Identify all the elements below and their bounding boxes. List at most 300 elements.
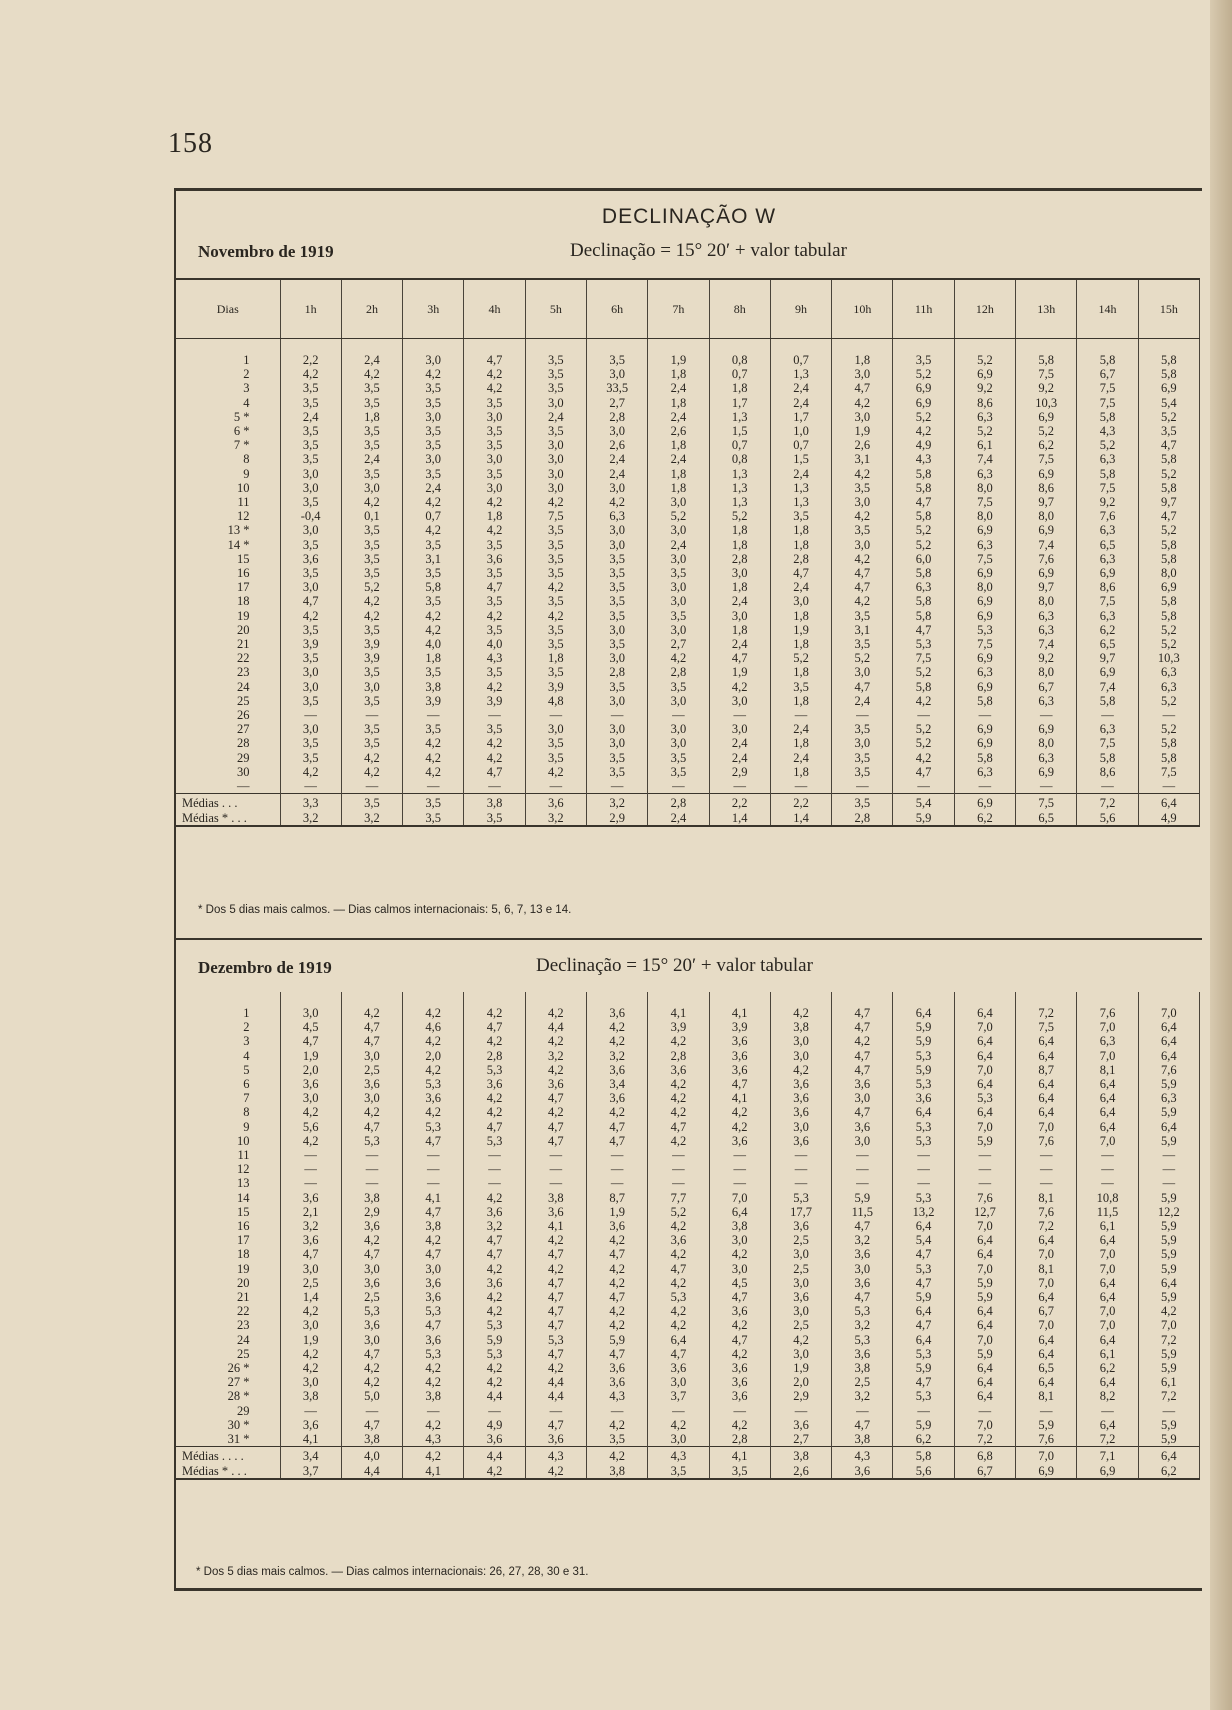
table-cell: 4,7 (832, 566, 893, 580)
hour-header: 6h (586, 279, 647, 339)
table-cell: 4,2 (525, 765, 586, 779)
table-cell: 3,0 (586, 623, 647, 637)
table-cell: — (1138, 1162, 1199, 1176)
table-cell: — (341, 1162, 402, 1176)
table-cell: 5,3 (464, 1347, 525, 1361)
table-cell: 8,7 (586, 1191, 647, 1205)
table-cell: 6,9 (954, 722, 1015, 736)
table-cell: 1,3 (709, 481, 770, 495)
table-cell: — (770, 1176, 831, 1190)
table-cell: — (525, 1404, 586, 1418)
table-cell: 3,5 (648, 566, 709, 580)
hour-header: 14h (1077, 279, 1138, 339)
table-cell: 7,6 (1138, 1063, 1199, 1077)
table-cell: 3,9 (648, 1020, 709, 1034)
table-cell: 4,6 (403, 1020, 464, 1034)
table-cell: 5,9 (1138, 1077, 1199, 1091)
table-row (176, 1304, 1200, 1318)
means-cell: 3,6 (525, 794, 586, 811)
table-cell: 4,2 (832, 467, 893, 481)
table-cell: 3,6 (832, 1077, 893, 1091)
table-cell: 7,2 (954, 1432, 1015, 1447)
means-cell: 2,9 (586, 811, 647, 826)
table-cell: 3,5 (280, 381, 341, 395)
table-cell: 6,9 (893, 381, 954, 395)
table-row (176, 481, 1200, 495)
table-cell: 4,9 (464, 1418, 525, 1432)
table-cell: 5,8 (893, 481, 954, 495)
table-cell: 11,5 (832, 1205, 893, 1219)
table-cell: 9,7 (1077, 651, 1138, 665)
table-cell: 9,7 (1138, 495, 1199, 509)
table-cell: 5,2 (1138, 410, 1199, 424)
table-cell: 4,2 (586, 1233, 647, 1247)
table-cell: — (648, 1148, 709, 1162)
table-cell: — (341, 1176, 402, 1190)
table-cell: — (709, 1148, 770, 1162)
table-cell: 7,4 (1016, 637, 1077, 651)
table-cell: 7,7 (648, 1191, 709, 1205)
table-cell: 1,3 (770, 367, 831, 381)
table-cell: 3,6 (709, 1049, 770, 1063)
table-cell: 1,3 (709, 467, 770, 481)
day-label: 23 (176, 665, 280, 679)
means-cell: 3,7 (280, 1464, 341, 1479)
table-cell: 3,5 (341, 538, 402, 552)
table-cell: 1,8 (709, 538, 770, 552)
table-cell: 7,6 (1016, 1205, 1077, 1219)
table-cell: 3,0 (648, 580, 709, 594)
table-cell: 8,0 (1016, 736, 1077, 750)
table-cell: 2,5 (280, 1276, 341, 1290)
table-cell: — (1138, 1404, 1199, 1418)
means-cell: 3,8 (464, 794, 525, 811)
day-label: 13 (176, 1176, 280, 1190)
table-cell: 6,4 (1016, 1077, 1077, 1091)
table-cell: 5,3 (403, 1304, 464, 1318)
table-cell: 3,6 (464, 1205, 525, 1219)
table-cell: 3,8 (341, 1432, 402, 1447)
table-cell: 1,9 (586, 1205, 647, 1219)
table-cell: — (1016, 1404, 1077, 1418)
table-cell: 5,9 (893, 1063, 954, 1077)
bottom-rule (174, 1588, 1202, 1591)
table-cell: — (893, 1404, 954, 1418)
table-cell: 3,6 (832, 1247, 893, 1261)
day-label: 28 (176, 736, 280, 750)
table-cell: 2,4 (709, 594, 770, 608)
table-cell: 6,3 (954, 538, 1015, 552)
table-cell: 1,8 (464, 509, 525, 523)
table-cell: — (403, 1176, 464, 1190)
table-cell: 5,2 (770, 651, 831, 665)
table-cell: 4,2 (403, 623, 464, 637)
table-cell: 3,5 (341, 694, 402, 708)
table-cell: — (464, 1176, 525, 1190)
table-cell: 7,0 (1077, 1020, 1138, 1034)
hour-header: 15h (1138, 279, 1199, 339)
table-row (176, 1432, 1200, 1447)
table-cell: 2,0 (403, 1049, 464, 1063)
table-cell: 6,4 (648, 1333, 709, 1347)
table-cell: 5,9 (1138, 1262, 1199, 1276)
table-cell: 5,0 (341, 1389, 402, 1403)
means-row (176, 794, 1200, 811)
table-cell: 7,2 (1016, 992, 1077, 1020)
table-cell: 4,2 (893, 424, 954, 438)
table-cell: 3,5 (403, 722, 464, 736)
table-cell: 5,8 (1138, 552, 1199, 566)
table-cell: 6,4 (954, 1247, 1015, 1261)
table-cell: 7,6 (954, 1191, 1015, 1205)
table-cell: 3,1 (832, 452, 893, 466)
table-cell: 5,9 (954, 1347, 1015, 1361)
table-cell: 3,5 (525, 552, 586, 566)
table-cell: 6,3 (954, 665, 1015, 679)
table-cell: 5,8 (954, 694, 1015, 708)
day-label: 22 (176, 1304, 280, 1318)
table-cell: 4,7 (709, 1077, 770, 1091)
table-cell: 9,7 (1016, 495, 1077, 509)
table-cell: 4,7 (403, 1134, 464, 1148)
means-cell: 6,9 (1077, 1464, 1138, 1479)
table-cell: 6,4 (893, 1105, 954, 1119)
table-cell: 5,3 (954, 1091, 1015, 1105)
table-cell: 1,3 (709, 410, 770, 424)
table-cell: 3,2 (280, 1219, 341, 1233)
table-row (176, 367, 1200, 381)
table-cell: 4,2 (648, 1105, 709, 1119)
table-cell: 5,8 (893, 609, 954, 623)
table-cell: 4,7 (709, 1290, 770, 1304)
table-cell: 3,0 (525, 481, 586, 495)
table-cell: 3,6 (280, 1233, 341, 1247)
table-cell: — (464, 708, 525, 722)
table-cell: 3,0 (709, 1233, 770, 1247)
table-cell: 4,2 (280, 1105, 341, 1119)
day-label: 27 (176, 722, 280, 736)
table-cell: 6,5 (1077, 538, 1138, 552)
table-cell: — (280, 1404, 341, 1418)
table-cell: 6,4 (1077, 1233, 1138, 1247)
table-cell: 5,3 (893, 1347, 954, 1361)
table-row (176, 538, 1200, 552)
table-cell: 6,4 (954, 1077, 1015, 1091)
table-cell: 2,4 (280, 410, 341, 424)
november-month-label: Novembro de 1919 (198, 242, 334, 261)
table-cell: 1,8 (648, 438, 709, 452)
table-cell: 3,5 (280, 452, 341, 466)
table-cell: 6,9 (1138, 381, 1199, 395)
table-row (176, 722, 1200, 736)
table-cell: 4,1 (403, 1191, 464, 1205)
table-cell: 4,2 (464, 1034, 525, 1048)
table-cell: 3,0 (648, 1375, 709, 1389)
table-cell: 4,2 (403, 1375, 464, 1389)
table-cell: — (1077, 1176, 1138, 1190)
table-cell: 3,5 (464, 467, 525, 481)
table-cell: — (770, 1404, 831, 1418)
table-cell: 5,3 (832, 1333, 893, 1347)
table-cell: 4,7 (525, 1418, 586, 1432)
table-cell: 3,0 (832, 495, 893, 509)
table-cell: 4,7 (832, 1020, 893, 1034)
table-cell: 4,7 (832, 680, 893, 694)
table-cell: 5,3 (403, 1077, 464, 1091)
table-cell: 0,7 (709, 367, 770, 381)
table-row (176, 751, 1200, 765)
table-cell: 2,9 (770, 1389, 831, 1403)
table-cell: — (770, 1162, 831, 1176)
table-cell: 4,2 (709, 680, 770, 694)
table-cell: 6,3 (954, 765, 1015, 779)
table-cell: 7,0 (1016, 1247, 1077, 1261)
table-cell: 3,5 (464, 722, 525, 736)
table-cell: — (586, 708, 647, 722)
table-cell: 4,7 (280, 1034, 341, 1048)
table-cell: 1,8 (648, 396, 709, 410)
table-row (176, 339, 1200, 368)
table-cell: 1,8 (770, 538, 831, 552)
table-cell: 5,8 (1138, 367, 1199, 381)
table-cell: 1,9 (280, 1333, 341, 1347)
table-cell: 4,7 (832, 1049, 893, 1063)
table-cell: 5,2 (1138, 523, 1199, 537)
table-cell: 7,0 (954, 1020, 1015, 1034)
table-cell: 5,3 (832, 1304, 893, 1318)
table-cell: 3,0 (770, 1049, 831, 1063)
means-cell: 3,8 (770, 1447, 831, 1464)
table-cell: 4,7 (525, 1304, 586, 1318)
table-cell: 1,8 (770, 523, 831, 537)
means-cell: 7,2 (1077, 794, 1138, 811)
table-cell: 6,4 (954, 1375, 1015, 1389)
table-cell: 3,0 (280, 481, 341, 495)
november-formula: Declinação = 15° 20′ + valor tabular (570, 240, 847, 261)
table-row (176, 452, 1200, 466)
table-cell: 3,5 (648, 751, 709, 765)
table-cell: 7,6 (1077, 992, 1138, 1020)
table-cell: — (341, 708, 402, 722)
table-cell: 3,0 (709, 566, 770, 580)
table-cell: 3,0 (832, 1091, 893, 1105)
table-cell: 6,0 (893, 552, 954, 566)
table-row (176, 410, 1200, 424)
table-cell: 6,4 (1077, 1091, 1138, 1105)
table-cell: 7,6 (1077, 509, 1138, 523)
table-cell: 3,5 (341, 722, 402, 736)
table-cell: 3,0 (586, 367, 647, 381)
table-cell: 1,7 (709, 396, 770, 410)
table-cell: 7,6 (1016, 1432, 1077, 1447)
table-cell: 3,0 (280, 680, 341, 694)
table-cell: 3,8 (832, 1432, 893, 1447)
table-cell: 10,3 (1016, 396, 1077, 410)
table-cell: 3,5 (280, 623, 341, 637)
table-cell: 6,4 (954, 1233, 1015, 1247)
table-cell: 6,4 (1016, 1333, 1077, 1347)
table-cell: 4,2 (648, 1077, 709, 1091)
table-cell: 4,7 (893, 495, 954, 509)
day-label: 11 (176, 1148, 280, 1162)
table-cell: 7,5 (1077, 381, 1138, 395)
means-cell: 5,4 (893, 794, 954, 811)
table-cell: 2,6 (832, 438, 893, 452)
table-cell: 7,2 (1077, 1432, 1138, 1447)
table-cell: 3,5 (341, 566, 402, 580)
table-cell: 6,3 (1138, 1091, 1199, 1105)
table-cell: 3,0 (709, 609, 770, 623)
table-cell: 3,1 (832, 623, 893, 637)
table-cell: 3,5 (403, 594, 464, 608)
table-cell: 6,3 (1016, 623, 1077, 637)
table-cell: 3,0 (341, 481, 402, 495)
table-cell: 2,0 (770, 1375, 831, 1389)
table-cell: 5,9 (1138, 1361, 1199, 1375)
table-cell: 3,6 (341, 1276, 402, 1290)
table-cell: 3,8 (403, 1219, 464, 1233)
table-cell: 7,0 (1138, 1318, 1199, 1332)
table-cell: 3,0 (709, 1262, 770, 1276)
table-cell: 6,4 (1077, 1077, 1138, 1091)
means-cell: 5,6 (893, 1464, 954, 1479)
table-cell: 4,9 (893, 438, 954, 452)
december-footnote: * Dos 5 dias mais calmos. — Dias calmos internacionais: 26, 27, 28, 30 e 31. (196, 1566, 589, 1578)
hour-header: 12h (954, 279, 1015, 339)
table-cell: 4,2 (403, 736, 464, 750)
table-row (176, 594, 1200, 608)
table-cell: 5,8 (1138, 751, 1199, 765)
table-cell: 5,8 (893, 566, 954, 580)
table-cell: 3,4 (586, 1077, 647, 1091)
table-cell: 5,3 (893, 637, 954, 651)
table-cell: 5,9 (893, 1020, 954, 1034)
means-cell: 1,4 (770, 811, 831, 826)
table-cell: 5,9 (1138, 1134, 1199, 1148)
table-cell: 3,5 (280, 438, 341, 452)
table-row (176, 1219, 1200, 1233)
table-cell: — (893, 1148, 954, 1162)
table-cell: 5,2 (1138, 623, 1199, 637)
table-cell: 3,6 (464, 1432, 525, 1447)
table-cell: — (709, 1404, 770, 1418)
table-cell: 6,4 (954, 1318, 1015, 1332)
day-label: 8 (176, 1105, 280, 1119)
table-cell: 4,2 (648, 1134, 709, 1148)
table-cell: 4,7 (586, 1247, 647, 1261)
table-cell: 1,9 (770, 1361, 831, 1375)
table-cell: 6,3 (1077, 452, 1138, 466)
table-cell: — (464, 1148, 525, 1162)
table-cell: 3,0 (280, 1375, 341, 1389)
table-cell: — (1016, 1162, 1077, 1176)
table-cell: 3,0 (341, 680, 402, 694)
table-cell: 6,4 (1077, 1276, 1138, 1290)
table-cell: 6,3 (1138, 665, 1199, 679)
table-cell: 5,2 (648, 1205, 709, 1219)
table-cell: 4,1 (648, 992, 709, 1020)
table-cell: 6,4 (1016, 1233, 1077, 1247)
table-row (176, 1049, 1200, 1063)
table-cell: 7,0 (1016, 1120, 1077, 1134)
day-label: 29 (176, 1404, 280, 1418)
table-cell: 6,3 (1016, 694, 1077, 708)
table-cell: 3,0 (770, 594, 831, 608)
table-cell: 8,6 (1077, 765, 1138, 779)
table-cell: — (1016, 1148, 1077, 1162)
table-cell: 2,8 (648, 665, 709, 679)
means-cell: 2,6 (770, 1464, 831, 1479)
table-cell: 6,9 (954, 594, 1015, 608)
table-cell: 3,6 (586, 992, 647, 1020)
table-cell: 3,5 (832, 722, 893, 736)
table-cell: 4,7 (709, 651, 770, 665)
table-cell: 3,5 (893, 339, 954, 368)
table-row (176, 1333, 1200, 1347)
day-label: 17 (176, 580, 280, 594)
table-cell: 5,2 (1138, 722, 1199, 736)
table-row (176, 680, 1200, 694)
table-cell: 2,4 (770, 722, 831, 736)
table-cell: 7,5 (954, 495, 1015, 509)
table-cell: 3,5 (525, 381, 586, 395)
table-cell: 4,2 (648, 1318, 709, 1332)
table-cell: 3,0 (464, 481, 525, 495)
table-cell: 4,4 (525, 1375, 586, 1389)
means-cell: 6,2 (954, 811, 1015, 826)
table-cell: 6,9 (954, 609, 1015, 623)
table-cell: 5,9 (954, 1290, 1015, 1304)
table-cell: 3,8 (403, 1389, 464, 1403)
table-cell: 4,0 (403, 637, 464, 651)
means-cell: 6,8 (954, 1447, 1015, 1464)
table-cell: 4,7 (586, 1120, 647, 1134)
table-cell: 6,4 (954, 1304, 1015, 1318)
day-label: 4 (176, 396, 280, 410)
table-cell: 4,7 (832, 580, 893, 594)
table-cell: 1,9 (709, 665, 770, 679)
table-cell: 7,5 (525, 509, 586, 523)
table-cell: 6,4 (1016, 1091, 1077, 1105)
table-cell: 10,8 (1077, 1191, 1138, 1205)
table-cell: 5,8 (1077, 410, 1138, 424)
table-cell: 4,2 (525, 1262, 586, 1276)
table-cell: 6,9 (1138, 580, 1199, 594)
december-section (176, 942, 1202, 1582)
hour-header: 13h (1016, 279, 1077, 339)
table-cell: 5,3 (525, 1333, 586, 1347)
means-cell: 2,2 (709, 794, 770, 811)
table-cell: 3,6 (525, 1205, 586, 1219)
table-cell: 5,9 (464, 1333, 525, 1347)
table-cell: 7,0 (954, 1120, 1015, 1134)
day-label: 24 (176, 1333, 280, 1347)
table-cell: — (341, 1148, 402, 1162)
table-cell: 3,0 (280, 992, 341, 1020)
table-cell: 1,8 (341, 410, 402, 424)
table-cell: — (648, 1404, 709, 1418)
means-cell: 3,5 (832, 794, 893, 811)
table-cell: 6,4 (893, 992, 954, 1020)
table-cell: 4,1 (709, 992, 770, 1020)
table-cell: 3,6 (341, 1077, 402, 1091)
table-cell: 3,6 (403, 1276, 464, 1290)
table-cell: 6,4 (1077, 1375, 1138, 1389)
means-cell: 2,8 (832, 811, 893, 826)
table-cell: — (464, 1162, 525, 1176)
table-cell: — (648, 708, 709, 722)
table-cell: — (1077, 708, 1138, 722)
